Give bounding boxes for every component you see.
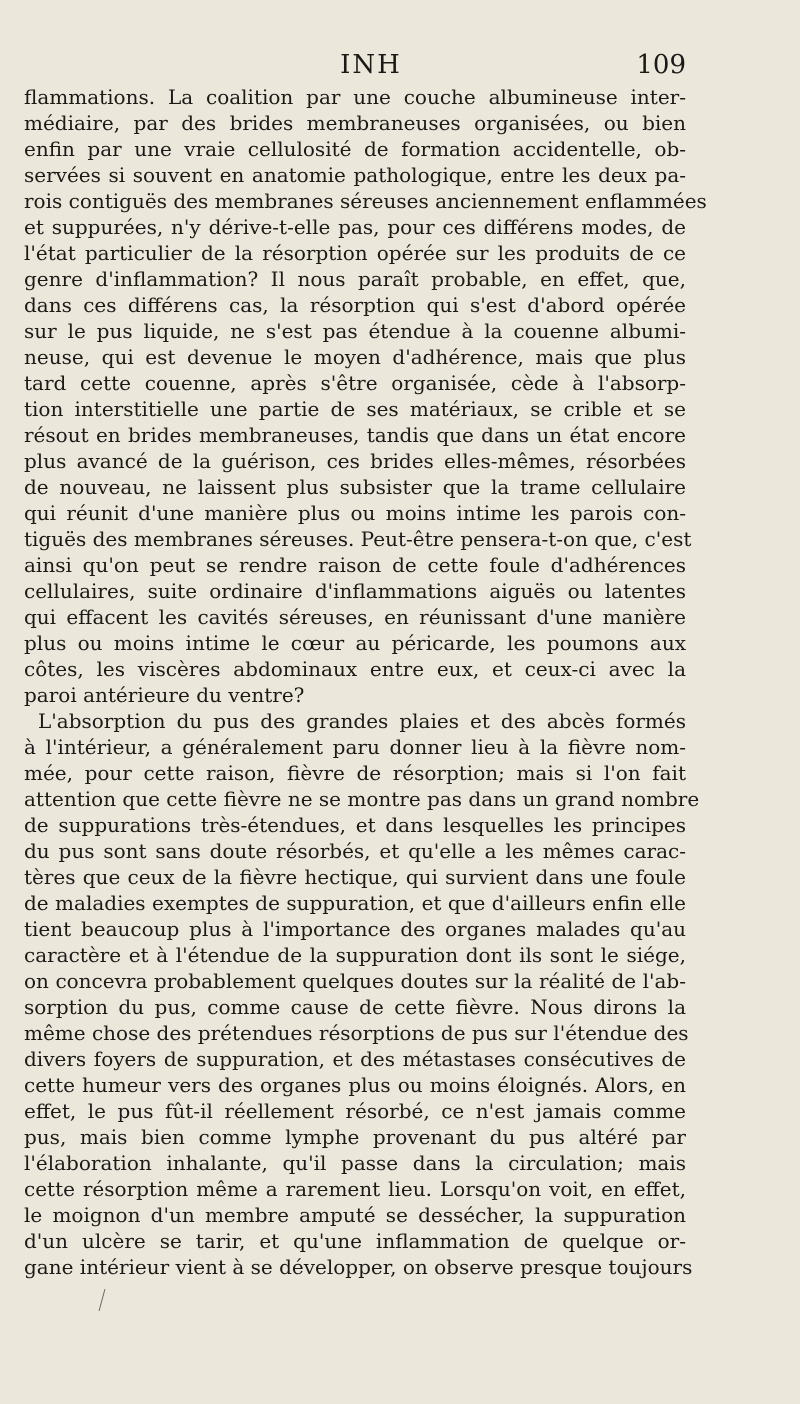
text-line: tient beaucoup plus à l'importance des organes malades qu'au [24, 917, 686, 941]
text-line: médiaire, par des brides membraneuses organisées, ou bien [24, 111, 686, 135]
text-line: tard cette couenne, après s'être organisée, cède à l'absorp- [24, 371, 686, 395]
text-line: l'état particulier de la résorption opérée sur les produits de ce [24, 241, 686, 265]
text-line: flammations. La coalition par une couche albumineuse inter- [24, 85, 686, 109]
text-line: qui effacent les cavités séreuses, en réunissant d'une manière [24, 605, 686, 629]
page-header [56, 46, 686, 86]
text-line: et suppurées, n'y dérive-t-elle pas, pour ces différens modes, de [24, 215, 686, 239]
text-line: sur le pus liquide, ne s'est pas étendue à la couenne albumi- [24, 319, 686, 343]
text-line: rois contiguës des membranes séreuses anciennement enflammées [24, 189, 707, 213]
text-line: servées si souvent en anatomie pathologique, entre les deux pa- [24, 163, 686, 187]
text-line: même chose des prétendues résorptions de pus sur l'étendue des [24, 1021, 689, 1045]
text-line: ainsi qu'on peut se rendre raison de cette foule d'adhérences [24, 553, 686, 577]
text-line: cette humeur vers des organes plus ou moins éloignés. Alors, en [24, 1073, 686, 1097]
text-line: à l'intérieur, a généralement paru donner lieu à la fièvre nom- [24, 735, 686, 759]
text-line: de suppurations très-étendues, et dans lesquelles les principes [24, 813, 686, 837]
text-line: attention que cette fièvre ne se montre pas dans un grand nombre [24, 787, 700, 811]
page-number: 109 [636, 50, 686, 80]
body-text [24, 84, 707, 1280]
text-line: qui réunit d'une manière plus ou moins intime les parois con- [24, 501, 686, 525]
text-line: cette résorption même a rarement lieu. Lorsqu'on voit, en effet, [24, 1177, 686, 1201]
text-line: tiguës des membranes séreuses. Peut-être pensera-t-on que, c'est [24, 527, 692, 551]
text-line: tion interstitielle une partie de ses matériaux, se crible et se [24, 397, 686, 421]
running-head: INH [340, 50, 402, 80]
text-line: de nouveau, ne laissent plus subsister que la trame cellulaire [24, 475, 686, 499]
text-line: sorption du pus, comme cause de cette fièvre. Nous dirons la [24, 995, 686, 1019]
paragraph-first-line: L'absorption du pus des grandes plaies et des abcès formés [38, 709, 686, 733]
stray-pen-mark [88, 1286, 115, 1313]
text-line: caractère et à l'étendue de la suppuration dont ils sont le siége, [24, 943, 686, 967]
text-line: du pus sont sans doute résorbés, et qu'elle a les mêmes carac- [24, 839, 686, 863]
text-line: divers foyers de suppuration, et des métastases consécutives de [24, 1047, 686, 1071]
text-line: plus avancé de la guérison, ces brides elles-mêmes, résorbées [24, 449, 686, 473]
text-line: effet, le pus fût-il réellement résorbé, ce n'est jamais comme [24, 1099, 686, 1123]
text-line: l'élaboration inhalante, qu'il passe dans la circulation; mais [24, 1151, 686, 1175]
text-line: côtes, les viscères abdominaux entre eux, et ceux-ci avec la [24, 657, 686, 681]
text-line: neuse, qui est devenue le moyen d'adhérence, mais que plus [24, 345, 686, 369]
text-line: gane intérieur vient à se développer, on observe presque toujours [24, 1255, 693, 1279]
text-line: genre d'inflammation? Il nous paraît probable, en effet, que, [24, 267, 686, 291]
text-line: mée, pour cette raison, fièvre de résorption; mais si l'on fait [24, 761, 686, 785]
text-line: tères que ceux de la fièvre hectique, qui survient dans une foule [24, 865, 686, 889]
text-line: d'un ulcère se tarir, et qu'une inflammation de quelque or- [24, 1229, 686, 1253]
text-line: résout en brides membraneuses, tandis que dans un état encore [24, 423, 686, 447]
text-line: dans ces différens cas, la résorption qui s'est d'abord opérée [24, 293, 686, 317]
text-line: enfin par une vraie cellulosité de formation accidentelle, ob- [24, 137, 686, 161]
text-line: plus ou moins intime le cœur au péricarde, les poumons aux [24, 631, 686, 655]
text-line: pus, mais bien comme lymphe provenant du pus altéré par [24, 1125, 686, 1149]
text-line: on concevra probablement quelques doutes sur la réalité de l'ab- [24, 969, 686, 993]
paragraph-last-line: paroi antérieure du ventre? [24, 683, 305, 707]
text-line: le moignon d'un membre amputé se dessécher, la suppuration [24, 1203, 686, 1227]
text-line: de maladies exemptes de suppuration, et que d'ailleurs enfin elle [24, 891, 686, 915]
text-line: cellulaires, suite ordinaire d'inflammations aiguës ou latentes [24, 579, 686, 603]
